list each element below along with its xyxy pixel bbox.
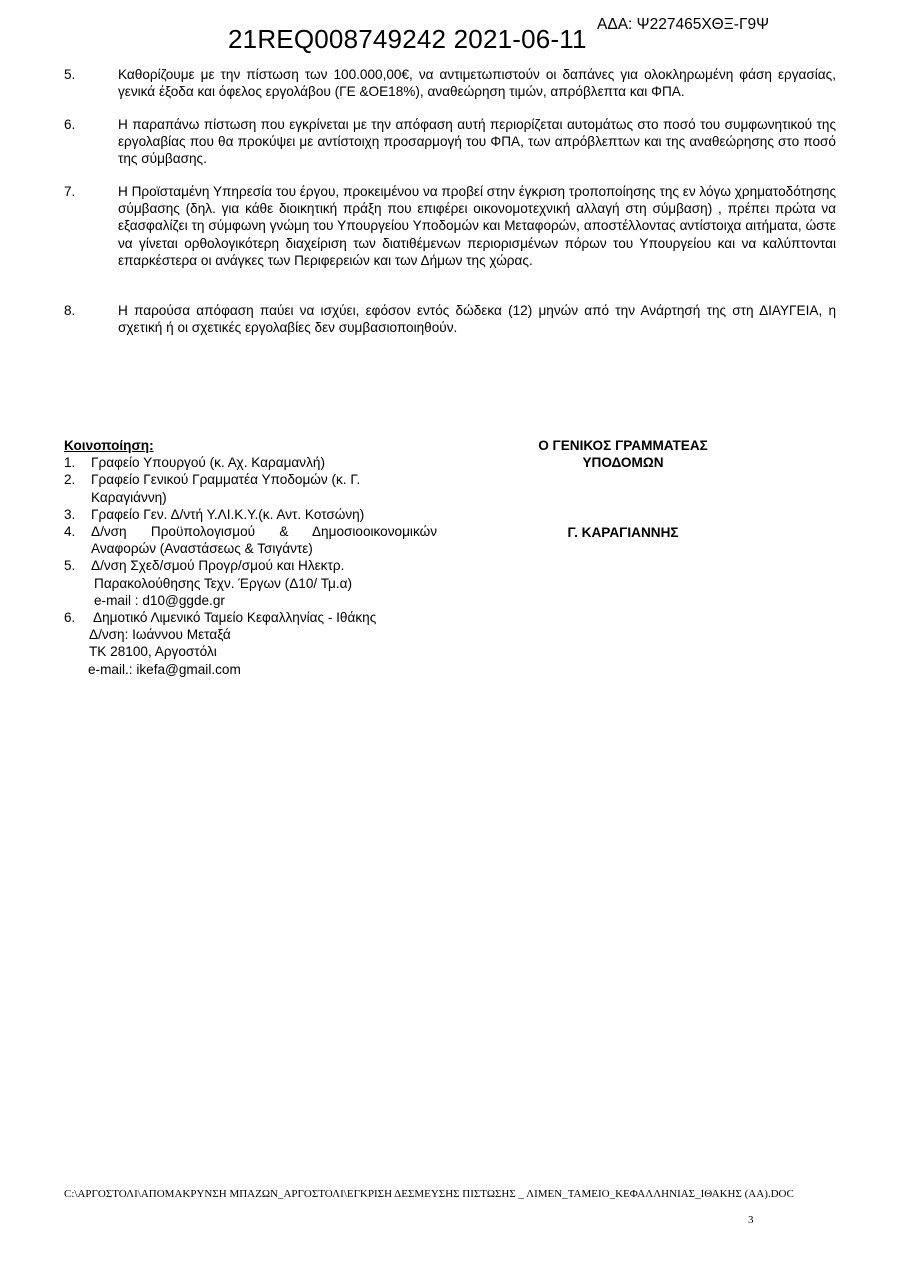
paragraph-number: 5. xyxy=(64,67,76,82)
notification-list xyxy=(64,437,444,678)
list-item-line: Αναφορών (Αναστάσεως & Τσιγάντε) xyxy=(91,541,313,557)
list-item xyxy=(64,609,444,678)
paragraph-8 xyxy=(64,302,836,336)
list-item xyxy=(64,506,444,523)
list-item-line: ΤΚ 28100, Αργοστόλι xyxy=(89,644,217,660)
page-number: 3 xyxy=(748,1214,754,1226)
list-item xyxy=(64,557,444,609)
list-item-line: Δ/νση: Ιωάννου Μεταξά xyxy=(89,627,231,643)
paragraph-text: Η παρούσα απόφαση παύει να ισχύει, εφόσον εντός δώδεκα (12) μηνών από την Ανάρτησή της στη ΔΙΑΥΓΕΙΑ, η σχετική ή οι σχετικές εργολαβίες δεν συμβασιοποιηθούν. xyxy=(118,303,836,336)
list-item-number: 5. xyxy=(64,558,76,574)
paragraph-5 xyxy=(64,66,836,100)
list-item-number: 6. xyxy=(64,610,76,626)
list-item-number: 3. xyxy=(64,506,76,522)
signatory-title-line1: Ο ΓΕΝΙΚΟΣ ΓΡΑΜΜΑΤΕΑΣ xyxy=(538,438,708,453)
list-item xyxy=(64,523,444,557)
list-item-line: Δημοτικό Λιμενικό Ταμείο Κεφαλληνίας - Ιθάκης xyxy=(93,610,377,626)
list-item-line: Δ/νση Σχεδ/σμού Προγρ/σμού και Ηλεκτρ. xyxy=(91,558,345,574)
ada-code: ΑΔΑ: Ψ227465ΧΘΞ-Γ9Ψ xyxy=(597,16,770,33)
list-item-line: Δ/νση Προϋπολογισμού & Δημοσιοοικονομικών xyxy=(91,524,437,540)
paragraph-6 xyxy=(64,116,836,168)
notification-title: Κοινοποίηση: xyxy=(64,438,154,453)
list-item-line: Παρακολούθησης Τεχν. Έργων (Δ10/ Τμ.α) xyxy=(94,575,353,591)
list-item xyxy=(64,471,444,505)
file-path: C:\ΑΡΓΟΣΤΟΛΙ\ΑΠΟΜΑΚΡΥΝΣΗ ΜΠΑΖΩΝ_ΑΡΓΟΣΤΟΛΙ\ΕΓΚΡΙΣΗ ΔΕΣΜΕΥΣΗΣ ΠΙΣΤΩΣΗΣ _ ΛΙΜΕΝ_ΤΑΜΕΙΟ_ΚΕΦΑΛΛΗΝΙΑΣ_ΙΘΑΚΗΣ (ΑΑ).DOC xyxy=(64,1188,794,1200)
paragraph-number: 7. xyxy=(64,184,76,199)
list-item-line: Καραγιάννη) xyxy=(91,489,167,505)
list-item xyxy=(64,454,444,471)
protocol-number: 21REQ008749242 2021-06-11 xyxy=(228,24,587,54)
paragraph-text: Η παραπάνω πίστωση που εγκρίνεται με την απόφαση αυτή περιορίζεται αυτομάτως στο ποσό του συμφωνητικού της εργολαβίας που θα προκύψει με αντίστοιχη προσαρμογή του ΦΠΑ, των απρόβλεπτων και της αναθεώρησης στο ποσό της σύμβασης. xyxy=(118,117,836,167)
list-item-line: Γραφείο Γεν. Δ/ντή Υ.ΛΙ.Κ.Υ.(κ. Αντ. Κοτσώνη) xyxy=(91,506,365,522)
list-item-line: Γραφείο Υπουργού (κ. Αχ. Καραμανλή) xyxy=(91,455,325,471)
list-item-email: e-mail.: ikefa@gmail.com xyxy=(88,661,241,677)
list-item-number: 1. xyxy=(64,455,76,471)
signatory-title-line2: ΥΠΟΔΟΜΩΝ xyxy=(582,455,664,470)
signatory-name: Γ. ΚΑΡΑΓΙΑΝΝΗΣ xyxy=(567,525,679,540)
paragraph-7 xyxy=(64,183,836,269)
list-item-number: 4. xyxy=(64,524,76,540)
paragraph-text: Η Προϊσταμένη Υπηρεσία του έργου, προκειμένου να προβεί στην έγκριση τροποποίησης της εν λόγω χρηματοδότησης σύμβασης (δηλ. για κάθε διοικητική πράξη που επιφέρει οικονομοτεχνική αλλαγή στη σύμβαση) , πρέπει πρώτα να εξασφαλίζει τη σύμφωνη γνώμη του Υπουργείου Υποδομών και Μεταφορών, αποστέλλοντας αντίστοιχα αιτήματα, ώστε να γίνεται ορθολογικότερη διαχείριση των διατιθέμενων περιορισμένων πόρων του Υπουργείου και να καλύπτονται επαρκέστερα οι ανάγκες των Περιφερειών και των Δήμων της χώρας. xyxy=(118,184,836,268)
list-item-email: e-mail : d10@ggde.gr xyxy=(94,592,225,608)
list-item-line: Γραφείο Γενικού Γραμματέα Υποδομών (κ. Γ. xyxy=(91,472,361,488)
paragraph-number: 8. xyxy=(64,303,76,318)
list-item-number: 2. xyxy=(64,472,76,488)
paragraph-text: Καθορίζουμε με την πίστωση των 100.000,00€, να αντιμετωπιστούν οι δαπάνες για ολοκληρωμένη φάση εργασίας, γενικά έξοδα και όφελος εργολάβου (ΓΕ &ΟΕ18%), αναθεώρηση τιμών, απρόβλεπτα και ΦΠΑ. xyxy=(118,67,836,100)
paragraph-number: 6. xyxy=(64,117,76,132)
